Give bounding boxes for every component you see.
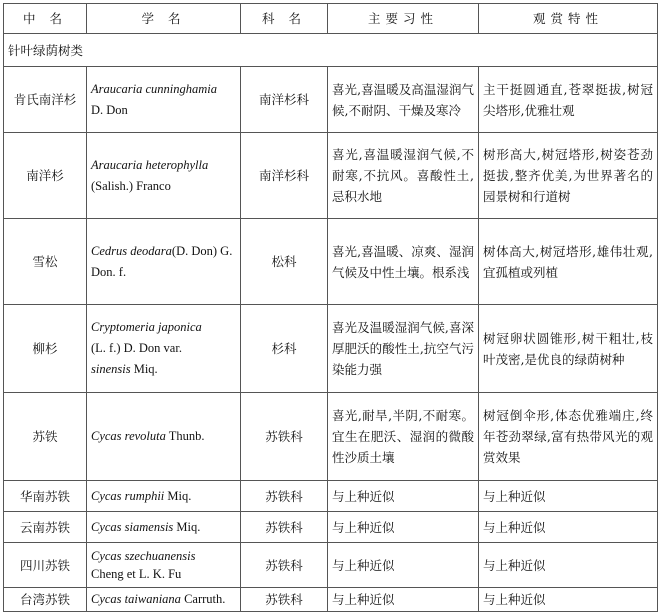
cell-name: 云南苏铁 (4, 512, 87, 543)
sci-genus-species: Cycas rumphii (91, 488, 165, 503)
sci-genus-species: Cryptomeria japonica (91, 320, 202, 334)
group-row (4, 34, 658, 67)
cell-name: 四川苏铁 (4, 543, 87, 588)
header-habit: 主要习性 (328, 4, 479, 34)
header-scientific: 学 名 (87, 4, 241, 34)
cell-scientific (87, 588, 241, 612)
cell-name: 柳杉 (4, 305, 87, 393)
cell-family: 松科 (241, 219, 328, 305)
table-row (4, 305, 658, 393)
cell-ornamental: 树冠倒伞形,体态优雅端庄,终年苍劲翠绿,富有热带风光的观赏效果 (479, 393, 658, 481)
sci-authority: (D. Don) G. Don. f. (91, 243, 233, 279)
cell-family: 南洋杉科 (241, 133, 328, 219)
cell-habit: 与上种近似 (328, 512, 479, 543)
sci-variety: sinensis (91, 362, 131, 376)
sci-authority: Miq. (167, 488, 192, 503)
cell-habit: 喜光,喜温暖、凉爽、湿润气候及中性土壤。根系浅 (328, 219, 479, 305)
cell-family: 苏铁科 (241, 588, 328, 612)
cell-name: 雪松 (4, 219, 87, 305)
cell-name: 苏铁 (4, 393, 87, 481)
table-row (4, 588, 658, 612)
sci-genus-species: Araucaria cunninghamia (91, 81, 218, 96)
sci-authority: (Salish.) Franco (91, 178, 171, 193)
sci-genus-species: Cycas revoluta (91, 429, 166, 443)
cell-scientific (87, 393, 241, 481)
cell-scientific (87, 219, 241, 305)
cell-scientific (87, 305, 241, 393)
cell-ornamental: 树冠卵状圆锥形,树干粗壮,枝叶茂密,是优良的绿荫树种 (479, 305, 658, 393)
table-row (4, 219, 658, 305)
header-name: 中 名 (4, 4, 87, 34)
sci-genus-species: Cycas siamensis (91, 519, 174, 534)
table-row (4, 512, 658, 543)
cell-habit: 喜光,喜温暖湿润气候,不耐寒,不抗风。喜酸性土,忌积水地 (328, 133, 479, 219)
cell-name: 南洋杉 (4, 133, 87, 219)
cell-family: 南洋杉科 (241, 67, 328, 133)
cell-habit: 与上种近似 (328, 481, 479, 512)
sci-genus-species: Araucaria heterophylla (91, 157, 209, 172)
cell-family: 苏铁科 (241, 481, 328, 512)
sci-genus-species: Cycas taiwaniana (91, 592, 181, 606)
cell-ornamental: 主干挺圆通直,苍翠挺拔,树冠尖塔形,优雅壮观 (479, 67, 658, 133)
cell-name: 台湾苏铁 (4, 588, 87, 612)
header-ornamental: 观赏特性 (479, 4, 658, 34)
sci-authority: (L. f.) D. Don var. (91, 341, 182, 355)
header-family: 科 名 (241, 4, 328, 34)
cell-habit: 喜光,耐旱,半阴,不耐寒。宜生在肥沃、湿润的微酸性沙质土壤 (328, 393, 479, 481)
cell-family: 杉科 (241, 305, 328, 393)
cell-ornamental: 树体高大,树冠塔形,雄伟壮观,宜孤植或列植 (479, 219, 658, 305)
cell-scientific (87, 481, 241, 512)
cell-name: 华南苏铁 (4, 481, 87, 512)
cell-family: 苏铁科 (241, 512, 328, 543)
table-row (4, 133, 658, 219)
cell-habit: 与上种近似 (328, 543, 479, 588)
cell-scientific (87, 512, 241, 543)
cell-habit: 喜光,喜温暖及高温湿润气候,不耐阴、干燥及寒冷 (328, 67, 479, 133)
sci-genus-species: Cedrus deodara (91, 243, 172, 258)
cell-scientific (87, 133, 241, 219)
cell-ornamental: 与上种近似 (479, 481, 658, 512)
table-row (4, 393, 658, 481)
cell-ornamental: 与上种近似 (479, 512, 658, 543)
sci-genus-species: Cycas szechuanensis (91, 549, 196, 563)
cell-habit: 与上种近似 (328, 588, 479, 612)
table-row (4, 543, 658, 588)
sci-authority: D. Don (91, 102, 128, 117)
cell-scientific (87, 67, 241, 133)
sci-authority: Cheng et L. K. Fu (91, 567, 182, 581)
cell-scientific (87, 543, 241, 588)
cell-ornamental: 树形高大,树冠塔形,树姿苍劲挺拔,整齐优美,为世界著名的园景树和行道树 (479, 133, 658, 219)
table-row (4, 67, 658, 133)
cell-ornamental: 与上种近似 (479, 543, 658, 588)
header-row (4, 4, 658, 34)
plant-table (3, 3, 658, 612)
cell-name: 肯氏南洋杉 (4, 67, 87, 133)
sci-authority: Miq. (176, 519, 201, 534)
sci-authority: Carruth. (184, 592, 226, 606)
cell-habit: 喜光及温暖湿润气候,喜深厚肥沃的酸性土,抗空气污染能力强 (328, 305, 479, 393)
table-row (4, 481, 658, 512)
group-title: 针叶绿荫树类 (4, 34, 658, 67)
sci-variety-authority: Miq. (133, 362, 158, 376)
cell-ornamental: 与上种近似 (479, 588, 658, 612)
cell-family: 苏铁科 (241, 393, 328, 481)
sci-authority: Thunb. (168, 429, 205, 443)
cell-family: 苏铁科 (241, 543, 328, 588)
